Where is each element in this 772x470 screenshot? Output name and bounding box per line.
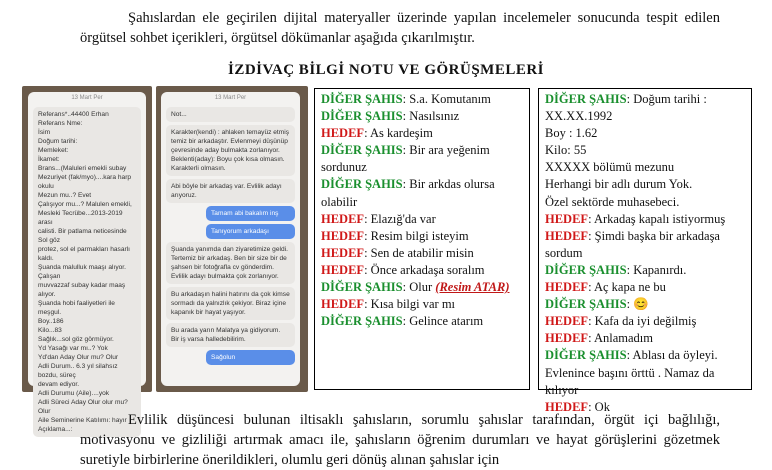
message-text: 😊: [633, 297, 649, 312]
speaker-target-label: HEDEF: [545, 331, 589, 346]
conversation-line: HEDEF: Elazığ'da var: [321, 211, 436, 226]
conversation-line: HEDEF: Arkadaş kapalı istiyormuş: [545, 211, 726, 226]
message-text: Elazığ'da var: [370, 211, 436, 226]
message-text: Önce arkadaşa soralım: [370, 262, 485, 277]
conversation-line: HEDEF: Kısa bilgi var mı: [321, 297, 456, 312]
message-text: Özel sektörde muhasebeci.: [545, 194, 680, 209]
speaker-target-label: HEDEF: [321, 228, 365, 243]
message-text: XXXXX bölümü mezunu: [545, 160, 675, 175]
conversation-line: [545, 125, 745, 142]
conversation-line: DİĞER ŞAHIS: Bir arkdas olursa: [321, 177, 495, 192]
conversation-line: HEDEF: Aç kapa ne bu: [545, 280, 666, 295]
bottom-paragraph: Evlilik düşüncesi bulunan iltisaklı şahısların, sorumlu şahıslar tarafından, örgüt içi bağlılığı, motivasyonu ve gizliliği artırmak amacı ile, şahısların öğrenim durumları ve hayat görüşlerini gözetmek suretiyle birbirlerine önerildikleri, olumlu geri dönüş alınan şahıslar için: [80, 412, 720, 468]
conversation-line: [545, 142, 745, 159]
intro-paragraph: Şahıslardan ele geçirilen dijital materyaller üzerinde yapılan incelemeler sonucunda tespit edilen örgütsel sohbet içerikleri, örgütsel dökümanlar aşağıda çıkarılmıştır.: [80, 10, 720, 46]
message-text: As kardeşim: [369, 126, 433, 141]
message-text: Olur: [409, 280, 433, 295]
conversation-line: HEDEF: As kardeşim: [321, 126, 433, 141]
conversation-line: DİĞER ŞAHIS: 😊: [545, 297, 649, 312]
message-text: Sen de atabilir misin: [370, 245, 474, 260]
speaker-target-label: HEDEF: [545, 280, 589, 295]
conversation-line: DİĞER ŞAHIS: Olur (Resim ATAR): [321, 280, 510, 295]
message-text: Nasılsınız: [409, 109, 460, 124]
conversation-line: DİĞER ŞAHIS: Ablası da öyleyi.: [545, 348, 718, 363]
message-text: Bir ara yeğenim: [409, 143, 490, 158]
conversation-line: DİĞER ŞAHIS: Doğum tarihi :: [545, 92, 707, 106]
speaker-other-label: DİĞER ŞAHIS: [321, 92, 403, 106]
message-text: Bir arkdas olursa: [409, 177, 495, 192]
chat-bubble: Karakter(kendi) : ahlaken temayüz etmiş temiz bir arkadaştır. Evlenmeyi düşünüp çevresinde aday bulmakta zorlanıyor. Beklenti(aday): Boyu çok kısa olmasın. Karakterli olmasın.: [166, 125, 295, 176]
conversation-box-1: [314, 88, 530, 390]
speaker-target-label: HEDEF: [321, 211, 365, 226]
message-text: Kilo: 55: [545, 143, 587, 158]
conversation-line: HEDEF: Şimdi başka bir arkadaşa: [545, 228, 720, 243]
speaker-other-label: DİĞER ŞAHIS: [545, 262, 627, 277]
phone-screen-2: [161, 92, 300, 386]
chat-bubble: Şuanda yanımda dan ziyaretimize geldi. Tertemiz bir arkadaş. Ben bir size bir de şahsen bir fotoğrafla cv gönderdim. Evlilik adayı bulmakta çok zorlanıyor.: [166, 242, 295, 284]
speaker-target-label: HEDEF: [545, 228, 589, 243]
conversation-line: [545, 365, 745, 399]
speaker-target-label: HEDEF: [321, 245, 365, 260]
message-text: Boy : 1.62: [545, 126, 598, 141]
referral-message: [33, 107, 141, 437]
message-text: Aç kapa ne bu: [593, 280, 666, 295]
page-title: İZDİVAÇ BİLGİ NOTU VE GÖRÜŞMELERİ: [227, 62, 545, 78]
speaker-other-label: DİĞER ŞAHIS: [321, 314, 403, 329]
message-text: Herhangi bir adlı durum Yok.: [545, 177, 693, 192]
message-text: Doğum tarihi :: [633, 92, 707, 106]
conversation-line: [545, 194, 745, 211]
speaker-other-label: DİĞER ŞAHIS: [321, 109, 403, 124]
chat-bubble: Bu arada yarın Malatya ya gidiyorum. Bir iş varsa halledebilirim.: [166, 323, 295, 347]
speaker-target-label: HEDEF: [321, 297, 365, 312]
chat-screenshot-photo-1: [22, 86, 152, 433]
speaker-other-label: DİĞER ŞAHIS: [545, 348, 627, 363]
chat-bubble-sent: Sağolun: [206, 350, 295, 365]
phone-header-1: 13 Mart Per: [71, 95, 103, 101]
message-text: sordunuz: [321, 160, 367, 175]
conversation-line: DİĞER ŞAHIS: Gelince atarım: [321, 314, 484, 329]
chat-screenshot-photo-2: [156, 86, 308, 392]
speaker-target-label: HEDEF: [321, 262, 365, 277]
conversation-line: HEDEF: Anlamadım: [545, 331, 653, 346]
conversation-line: [321, 194, 523, 211]
chat-bubble: Not...: [166, 107, 295, 122]
speaker-other-label: DİĞER ŞAHIS: [321, 280, 403, 295]
conversation-line: [545, 176, 745, 193]
chat-bubble-sent: Tanıyorum arkadaşı: [206, 224, 295, 239]
message-text: Ok: [594, 399, 610, 414]
message-text: Ablası da öyleyi.: [632, 348, 718, 363]
message-text: Resim bilgi isteyim: [370, 228, 469, 243]
conversation-line: HEDEF: Ok: [545, 399, 610, 414]
message-text: Gelince atarım: [409, 314, 484, 329]
resim-note: (Resim ATAR): [435, 280, 510, 295]
message-text: Arkadaş kapalı istiyormuş: [593, 211, 726, 226]
message-text: Kısa bilgi var mı: [370, 297, 456, 312]
conversation-line: HEDEF: Önce arkadaşa soralım: [321, 262, 485, 277]
conversation-line: [321, 159, 523, 176]
speaker-target-label: HEDEF: [321, 126, 365, 141]
message-text: olabilir: [321, 194, 358, 209]
speaker-other-label: DİĞER ŞAHIS: [321, 177, 403, 192]
chat-bubble-sent: Tamam abi bakalım inş: [206, 206, 295, 221]
message-text: Kapanırdı.: [633, 262, 687, 277]
message-text: Evlenince başını örttü . Namaz da kılıyor: [545, 365, 715, 397]
conversation-line: [545, 245, 745, 262]
message-text: XX.XX.1992: [545, 109, 613, 124]
message-text: Şimdi başka bir arkadaşa: [594, 228, 720, 243]
conversation-line: DİĞER ŞAHIS: Bir ara yeğenim: [321, 143, 490, 158]
conversation-line: [545, 159, 745, 176]
chat-bubble: Abi böyle bir arkadaş var. Evlilik adayı arıyoruz.: [166, 179, 295, 203]
message-text: Anlamadım: [593, 331, 653, 346]
conversation-line: DİĞER ŞAHIS: S.a. Komutanım: [321, 92, 491, 106]
referral-text: Referans*..44400 Erhan Referans Nme: İsim Doğum tarihi: Memleket: İkamet: Brans...(Maluleri emekli subay Mezuriyet (fak/myo)....kara harp okulu Mezun mu..? Evet Çalışıyor mu...? Malulen emekli, Mesleki Tecrübe...2013-2019 arası calisti. Bir patlama neticesinde Sol göz protez, sol el parmakları hasarlı kaldı. Şuanda malulluk maaşı alıyor. Çalışan muvvazzaf subay kadar maaş alıyor. Şuanda hobi faaliyetleri ile meşgul. Boy..186 Kilo...83 Sağlık...sol göz görmüyor. Yd Yasağı var mı..? Yok Yd'dan Aday Olur mu? Olur Adli Durum.. 6.3 yıl silahsız bozdu, süreç devam ediyor. Adli Durumu (Aile)....yok Adli Süreci Aday Olur olur mu? Olur Aile Seminerine Katılımı: hayır Açıklama...:: [38, 111, 132, 433]
speaker-target-label: HEDEF: [545, 399, 589, 414]
message-text: S.a. Komutanım: [409, 92, 491, 106]
phone-header-2: 13 Mart Per: [214, 95, 247, 101]
speaker-target-label: HEDEF: [545, 314, 589, 329]
conversation-line: HEDEF: Sen de atabilir misin: [321, 245, 474, 260]
speaker-other-label: DİĞER ŞAHIS: [545, 297, 627, 312]
speaker-other-label: DİĞER ŞAHIS: [321, 143, 403, 158]
phone-screen-1: [28, 92, 146, 433]
message-text: sordum: [545, 245, 583, 260]
conversation-line: DİĞER ŞAHIS: Nasılsınız: [321, 109, 460, 124]
conversation-line: HEDEF: Resim bilgi isteyim: [321, 228, 469, 243]
conversation-box-2: [538, 88, 752, 414]
speaker-target-label: HEDEF: [545, 211, 589, 226]
conversation-line: [545, 108, 745, 125]
speaker-other-label: DİĞER ŞAHIS: [545, 92, 627, 106]
message-text: Kafa da iyi değilmiş: [594, 314, 697, 329]
conversation-line: HEDEF: Kafa da iyi değilmiş: [545, 314, 697, 329]
chat-bubble: Bu arkadaşın halini hatırını da çok kimse sormadı da yalnızlık çekiyor. Biraz içine kapanık bir hayat yaşıyor.: [166, 287, 295, 320]
conversation-line: DİĞER ŞAHIS: Kapanırdı.: [545, 262, 687, 277]
